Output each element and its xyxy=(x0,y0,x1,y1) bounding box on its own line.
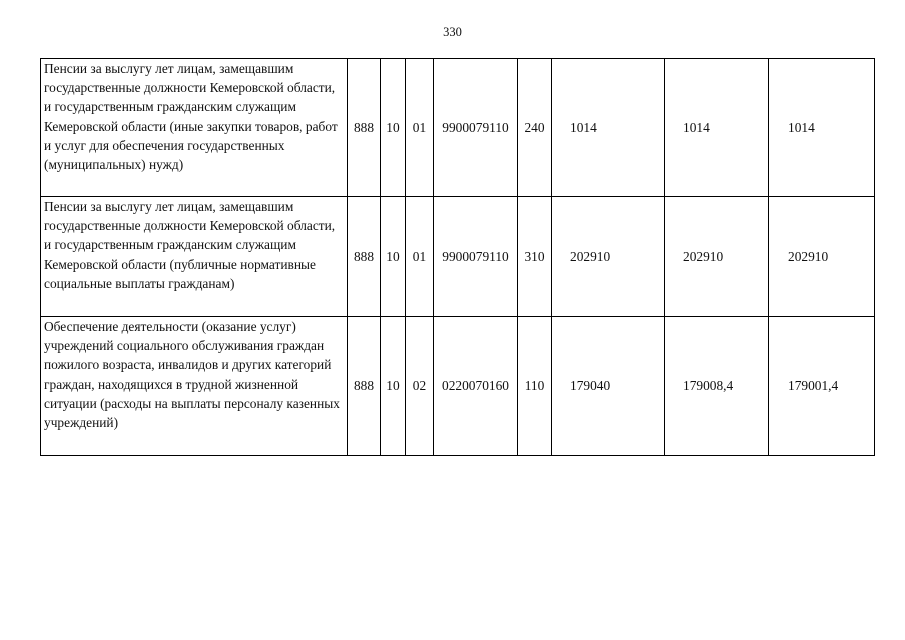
subsection-code-cell: 02 xyxy=(406,317,434,456)
amount-3-cell: 1014 xyxy=(769,59,875,197)
target-article-cell: 0220070160 xyxy=(434,317,518,456)
row-name-cell: Пенсии за выслугу лет лицам, замещавшим государственные должности Кемеровской области, и государственным гражданским служащим Кемеровской области (публичные нормативные социальные выплаты гражданам) xyxy=(41,197,348,317)
subsection-code-cell: 01 xyxy=(406,59,434,197)
row-name-cell: Обеспечение деятельности (оказание услуг) учреждений социального обслуживания граждан пожилого возраста, инвалидов и других категорий граждан, находящихся в трудной жизненной ситуации (расходы на выплаты персоналу казенных учреждений) xyxy=(41,317,348,456)
target-article-cell: 9900079110 xyxy=(434,197,518,317)
amount-3-cell: 202910 xyxy=(769,197,875,317)
subsection-code-cell: 01 xyxy=(406,197,434,317)
table-row xyxy=(41,59,875,197)
expense-type-cell: 240 xyxy=(518,59,552,197)
budget-table xyxy=(40,58,875,456)
expense-type-cell: 310 xyxy=(518,197,552,317)
section-code-cell: 10 xyxy=(381,317,406,456)
page-number: 330 xyxy=(443,25,462,39)
target-article-cell: 9900079110 xyxy=(434,59,518,197)
amount-2-cell: 202910 xyxy=(665,197,769,317)
amount-1-cell: 179040 xyxy=(552,317,665,456)
row-name-cell: Пенсии за выслугу лет лицам, замещавшим государственные должности Кемеровской области, и государственным гражданским служащим Кемеровской области (иные закупки товаров, работ и услуг для обеспечения государственных (муниципальных) нужд) xyxy=(41,59,348,197)
amount-2-cell: 179008,4 xyxy=(665,317,769,456)
ministry-code-cell: 888 xyxy=(348,197,381,317)
amount-2-cell: 1014 xyxy=(665,59,769,197)
table-row xyxy=(41,317,875,456)
amount-3-cell: 179001,4 xyxy=(769,317,875,456)
section-code-cell: 10 xyxy=(381,197,406,317)
ministry-code-cell: 888 xyxy=(348,59,381,197)
expense-type-cell: 110 xyxy=(518,317,552,456)
section-code-cell: 10 xyxy=(381,59,406,197)
amount-1-cell: 1014 xyxy=(552,59,665,197)
amount-1-cell: 202910 xyxy=(552,197,665,317)
ministry-code-cell: 888 xyxy=(348,317,381,456)
table-row xyxy=(41,197,875,317)
